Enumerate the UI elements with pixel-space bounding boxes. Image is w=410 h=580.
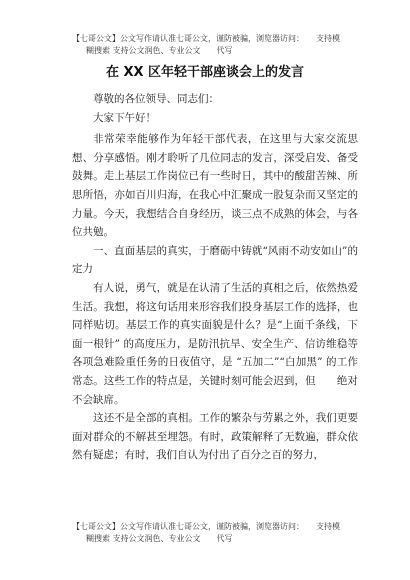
footer-notice-line-1: 【七哥公文】公文写作请认准七哥公文，谨防被骗，浏览器访问： 支持模: [72, 522, 340, 531]
page-header-notice: [72, 33, 372, 57]
page-footer-notice: [72, 521, 372, 545]
body-paragraph-1: 非常荣幸能够作为年轻干部代表，在这里与大家交流思想、分享感悟。刚才聆听了几位同志的发言，深受启发、备受鼓舞。走上基层工作岗位已有一些时日，其中的酸甜苦辣、所思所悟，亦如百川归海，在我心中汇聚成一股复杂而又坚定的力量。今天，我想结合自身经历，谈三点不成熟的体会，与各位共勉。: [72, 133, 358, 239]
section-heading-1: 一、直面基层的真实，于磨砺中铸就“风雨不动安如山”的定力: [72, 244, 358, 276]
document-body: [72, 90, 358, 465]
header-notice-line-2: 糊搜索 支持公文润色、专业公文 代写: [86, 46, 233, 55]
body-paragraph-3: 这还不是全部的真相。工作的繁杂与劳累之外，我们更要面对群众的不解甚至埋怨。有时，政策解释了无数遍，群众依然有疑虑；有时，我们自认为付出了百分之百的努力，: [72, 412, 358, 462]
footer-notice-line-2: 糊搜索 支持公文润色、专业公文 代写: [86, 534, 233, 543]
salutation: 尊敬的各位领导、同志们：: [93, 93, 219, 105]
greeting: 大家下午好！: [93, 111, 156, 124]
document-title: 在 XX 区年轻干部座谈会上的发言: [105, 65, 305, 80]
header-notice-line-1: 【七哥公文】公文写作请认准七哥公文，谨防被骗，浏览器访问： 支持模: [72, 34, 340, 43]
body-paragraph-2: 有人说，勇气，就是在认清了生活的真相之后，依然热爱生活。我想，将这句话用来形容我们投身基层工作的选择，也同样贴切。基层工作的真实面貌是什么？是“上面千条线，下面一根针” 的高度压力，是防汛抗旱、安全生产、信访维稳等各项急难险重任务的日夜值守，是 “五加二”“白加黑” 的工作常态。这些工作的特点是，关键时刻可能会迟到，但 绝对不会缺席。: [72, 281, 358, 406]
